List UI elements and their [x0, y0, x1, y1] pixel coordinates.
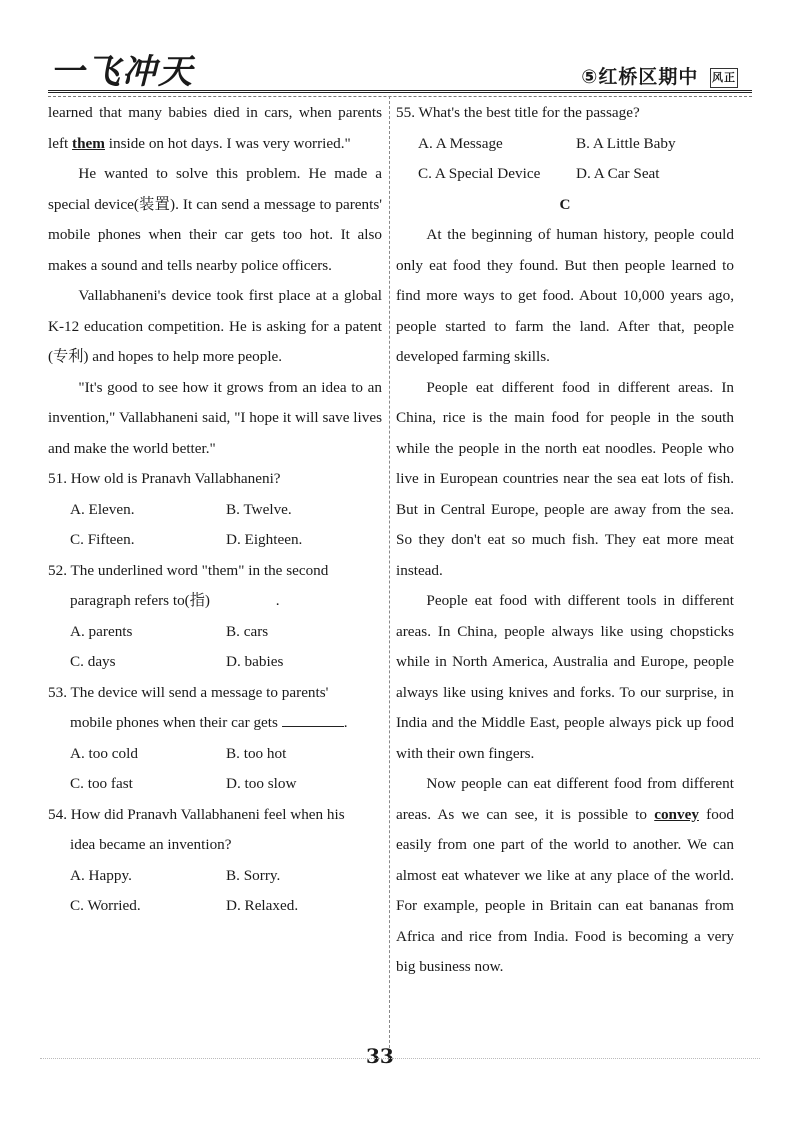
question-54: 54. How did Pranavh Vallabhaneni feel when his [48, 805, 345, 823]
question-54-cont: idea became an invention? [70, 836, 232, 853]
left-column [48, 98, 382, 922]
q54-option-b: B. Sorry. [226, 866, 281, 884]
passage-c-para4-a: Now people can eat different food from different areas. As we can see, it is possible to [396, 775, 734, 823]
q54-option-d: D. Relaxed. [226, 897, 299, 914]
passage-c-para3: People eat food with different tools in different areas. In China, people always like using chopsticks while in North America, Australia and Europe, people always like using knives and forks. To our surprise, in India and the Middle East, people always pick up food with their own fingers. [396, 592, 734, 762]
brand-title: 一飞冲天 [50, 52, 194, 92]
page-number: 33 [366, 1044, 394, 1068]
question-51: 51. How old is Pranavh Vallabhaneni? [48, 470, 281, 487]
q51-option-a: A. Eleven. [70, 500, 135, 518]
series-label-text: ⑤红桥区期中 [581, 66, 699, 88]
q52-option-b: B. cars [226, 622, 269, 640]
passage-b-para2: He wanted to solve this problem. He made a special device(装置). It can send a message to parents' mobile phones when their car gets too hot. It also makes a sound and tells nearby police officers. [48, 165, 382, 274]
question-52: 52. The underlined word "them" in the second [48, 561, 329, 579]
q55-option-d: D. A Car Seat [576, 165, 660, 182]
q53-option-b: B. too hot [226, 744, 287, 762]
passage-c-para4-b: food easily from one part of the world to another. We can almost eat whatever we like at any place of the world. For example, people in Britain can eat bananas from Africa and rice from India. Food is becoming a very big business now. [396, 805, 735, 975]
question-53-cont-text: mobile phones when their car gets [70, 714, 278, 731]
header-dash-rule [48, 96, 752, 97]
q53-option-a: A. too cold [70, 744, 138, 762]
passage-b-para3: Vallabhaneni's device took first place at a global K-12 education competition. He is asking for a patent (专利) and hopes to help more people. [48, 287, 382, 365]
right-column [396, 98, 734, 983]
q55-option-c: C. A Special Device [418, 165, 541, 182]
q51-options-2 [48, 525, 382, 556]
q51-options [48, 495, 382, 526]
q51-option-d: D. Eighteen. [226, 531, 303, 548]
q54-options [48, 861, 382, 892]
q54-option-c: C. Worried. [70, 897, 141, 914]
q52-option-d: D. babies [226, 653, 284, 670]
passage-c-para1: At the beginning of human history, people could only eat food they found. But then people learned to find more ways to get food. About 10,000 years ago, people started to farm the land. After that, people developed farming skills. [396, 226, 734, 365]
q55-options-2 [396, 159, 734, 190]
question-52-cont: paragraph refers to(指) . [70, 592, 280, 609]
q55-option-a: A. A Message [418, 134, 503, 152]
q53-options [48, 739, 382, 770]
passage-b-para1-end: learned that many babies died in cars, when parents left them inside on hot days. I was very worried." [48, 104, 382, 152]
q52-option-a: A. parents [70, 622, 133, 640]
answer-blank [282, 726, 344, 727]
question-53: 53. The device will send a message to parents' [48, 683, 329, 701]
series-label [581, 62, 738, 89]
section-c-heading: C [559, 195, 571, 213]
page-header [0, 0, 800, 100]
q51-option-b: B. Twelve. [226, 500, 292, 518]
question-53-cont: mobile phones when their car gets . [70, 714, 348, 731]
underlined-word-convey: convey [654, 805, 699, 823]
question-52-cont-text: paragraph refers to(指) [70, 592, 210, 609]
footer-rule [40, 1058, 760, 1059]
question-55: 55. What's the best title for the passage? [396, 104, 640, 121]
passage-b-para4: "It's good to see how it grows from an idea to an invention," Vallabhaneni said, "I hope it will save lives and make the world better." [48, 378, 382, 457]
q55-option-b: B. A Little Baby [576, 134, 676, 152]
passage-c-para2: People eat different food in different areas. In China, rice is the main food for people in the south while the people in the north eat noodles. People who live in European countries near the sea eat lots of fish. But in Central Europe, people are away from the sea. So they don't eat so much fish. They eat more meat instead. [396, 378, 734, 579]
q52-option-c: C. days [70, 653, 116, 670]
underlined-word-them: them [72, 134, 105, 152]
header-rule [48, 90, 752, 93]
q51-option-c: C. Fifteen. [70, 531, 135, 548]
q52-options-2 [48, 647, 382, 678]
q52-options [48, 617, 382, 648]
q53-option-c: C. too fast [70, 775, 133, 792]
passage-c-para4 [396, 769, 734, 983]
column-divider [389, 96, 390, 1058]
q53-options-2 [48, 769, 382, 800]
q55-options [396, 129, 734, 160]
stamp-icon: 风正 [710, 68, 738, 88]
q54-options-2 [48, 891, 382, 922]
q53-option-d: D. too slow [226, 775, 297, 792]
q54-option-a: A. Happy. [70, 866, 132, 884]
